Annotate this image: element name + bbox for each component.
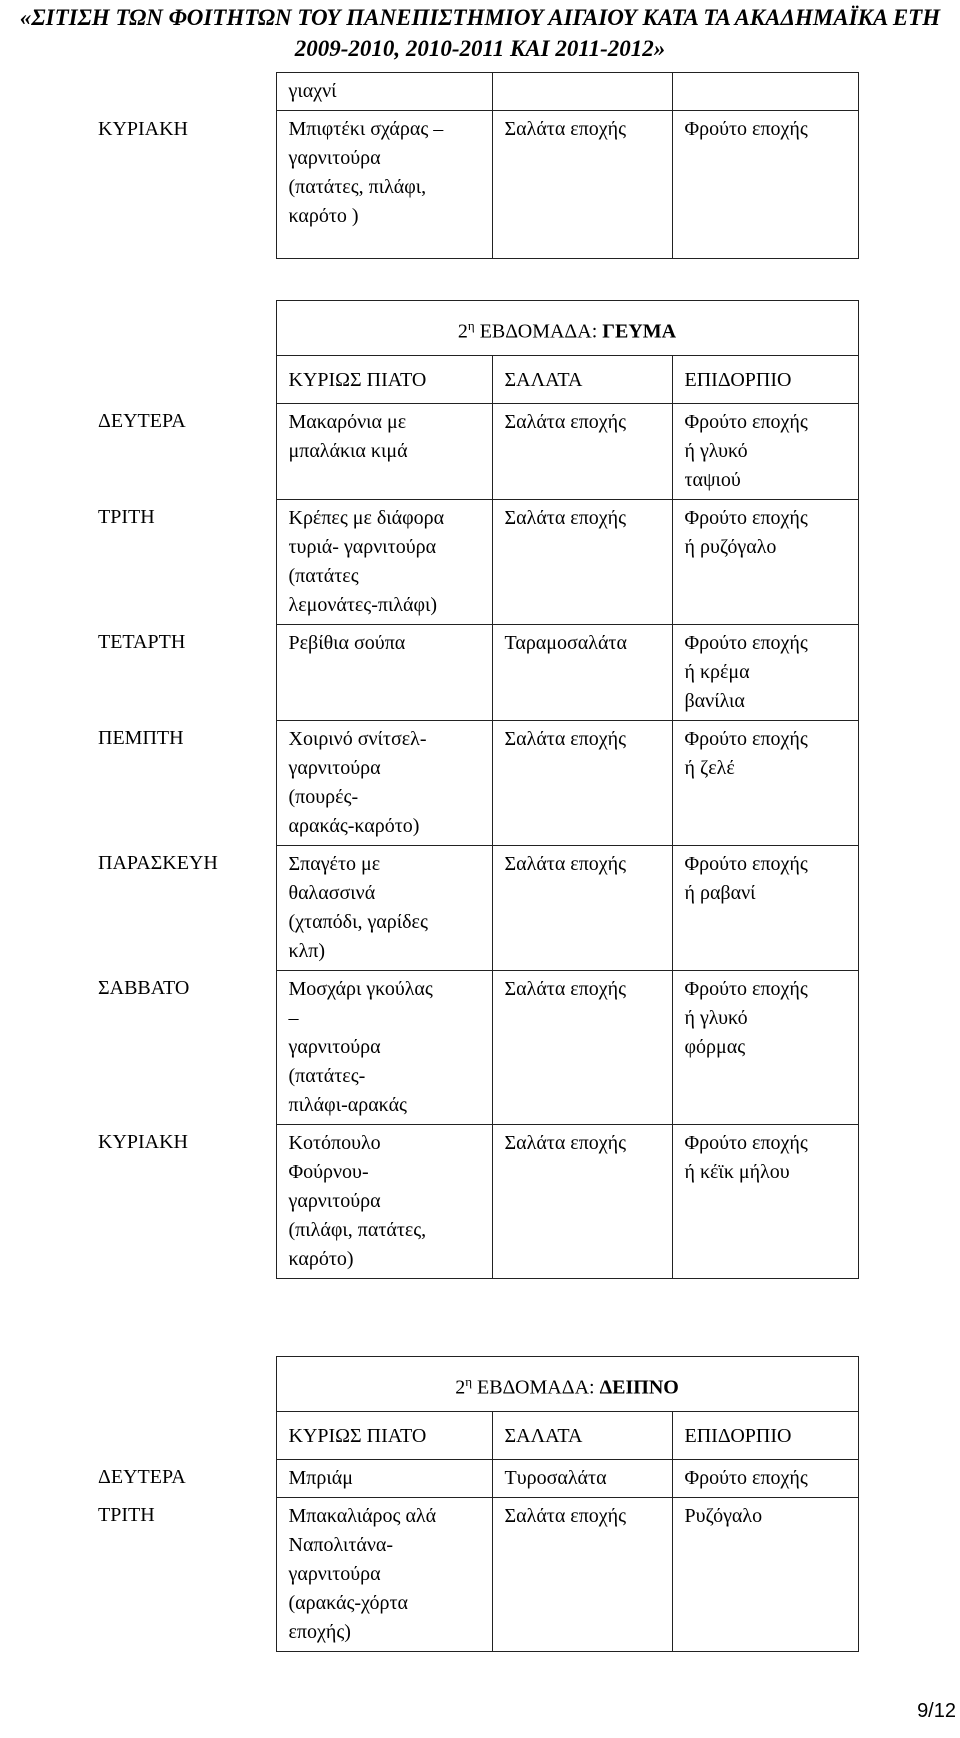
dessert-line: Φρούτο εποχής bbox=[684, 977, 808, 1000]
day-cell: ΣΑΒΒΑΤΟ bbox=[98, 977, 190, 1000]
dessert-line: βανίλια bbox=[684, 689, 745, 712]
main-dish-line: (χταπόδι, γαρίδες bbox=[288, 910, 428, 933]
dessert-line: Φρούτο εποχής bbox=[684, 1131, 808, 1154]
dessert-line: ή κέϊκ μήλου bbox=[684, 1160, 790, 1183]
salad-cell: Σαλάτα εποχής bbox=[492, 720, 672, 845]
dessert-cell bbox=[672, 1497, 858, 1651]
main-dish-line: κλπ) bbox=[288, 939, 326, 962]
salad-cell: Σαλάτα εποχής bbox=[492, 1124, 672, 1278]
main-dish-line: γαρνιτούρα bbox=[288, 147, 381, 169]
salad-cell: Σαλάτα εποχής bbox=[492, 1497, 672, 1651]
dessert-line: Φρούτο εποχής bbox=[684, 727, 808, 750]
main-dish-cell bbox=[276, 1124, 492, 1278]
salad-cell: Ταραμοσαλάτα bbox=[492, 624, 672, 720]
main-dish-line: (πατάτες- bbox=[288, 1064, 366, 1087]
column-header-dessert: ΕΠΙΔΟΡΠΙΟ bbox=[672, 1411, 858, 1459]
column-header-row bbox=[86, 355, 858, 403]
main-dish-line: (πιλάφι, πατάτες, bbox=[288, 1218, 427, 1241]
dessert-line: Ρυζόγαλο bbox=[684, 1504, 763, 1527]
main-dish-line: Κρέπες με διάφορα bbox=[288, 506, 445, 529]
dinner-menu-table bbox=[86, 1356, 859, 1652]
salad-cell: Σαλάτα εποχής bbox=[492, 111, 672, 259]
table-title-row bbox=[86, 301, 858, 356]
dessert-line: ή ρυζόγαλο bbox=[684, 535, 777, 558]
salad-cell: Τυροσαλάτα bbox=[492, 1459, 672, 1497]
main-dish-cell bbox=[276, 499, 492, 624]
day-cell: ΤΡΙΤΗ bbox=[98, 506, 155, 529]
table-title: $2^\eta$ ΕΒΔΟΜΑΔΑ: ΔΕΙΠΝΟ bbox=[276, 1357, 858, 1412]
main-dish-line: (πουρές- bbox=[288, 785, 359, 808]
main-dish-cell bbox=[276, 1497, 492, 1651]
table-row bbox=[86, 111, 858, 259]
main-dish-line: τυριά- γαρνιτούρα bbox=[288, 535, 437, 558]
main-dish-line: Μακαρόνια με bbox=[288, 410, 407, 433]
main-dish-line: γαρνιτούρα bbox=[288, 1189, 381, 1212]
main-dish-line: (αρακάς-χόρτα bbox=[288, 1591, 408, 1614]
main-dish-line: Μπιφτέκι σχάρας – bbox=[288, 118, 444, 140]
column-header-dessert: ΕΠΙΔΟΡΠΙΟ bbox=[672, 355, 858, 403]
day-cell: ΔΕΥΤΕΡΑ bbox=[98, 1466, 186, 1489]
main-dish-line: γιαχνί bbox=[288, 80, 337, 102]
main-dish-line: θαλασσινά bbox=[288, 881, 376, 904]
dessert-cell bbox=[672, 845, 858, 970]
column-header-salad: ΣΑΛΑΤΑ bbox=[492, 1411, 672, 1459]
dessert-line: ή ζελέ bbox=[684, 756, 735, 779]
day-cell: ΚΥΡΙΑΚΗ bbox=[98, 117, 188, 140]
main-dish-cell bbox=[276, 624, 492, 720]
main-dish-cell bbox=[276, 403, 492, 499]
main-dish-line: πιλάφι-αρακάς bbox=[288, 1093, 407, 1116]
document-header bbox=[0, 2, 960, 64]
day-cell: ΤΕΤΑΡΤΗ bbox=[98, 631, 186, 654]
column-header-main: ΚΥΡΙΩΣ ΠΙΑΤΟ bbox=[276, 1411, 492, 1459]
table-row bbox=[86, 1459, 858, 1497]
main-dish-line: μπαλάκια κιμά bbox=[288, 439, 408, 462]
main-dish-line: γαρνιτούρα bbox=[288, 756, 381, 779]
dessert-cell bbox=[672, 1459, 858, 1497]
salad-cell bbox=[492, 73, 672, 111]
dessert-line: ή γλυκό bbox=[684, 1006, 748, 1029]
main-dish-line: καρότο) bbox=[288, 1247, 354, 1270]
table-row bbox=[86, 403, 858, 499]
main-dish-line: (πατάτες, πιλάφι, bbox=[288, 176, 427, 198]
dessert-cell bbox=[672, 720, 858, 845]
main-dish-line: Φούρνου- bbox=[288, 1160, 369, 1183]
day-cell: ΤΡΙΤΗ bbox=[98, 1504, 155, 1527]
day-cell: ΔΕΥΤΕΡΑ bbox=[98, 410, 186, 433]
dessert-cell bbox=[672, 624, 858, 720]
main-dish-line: γαρνιτούρα bbox=[288, 1035, 381, 1058]
main-dish-line: Σπαγέτο με bbox=[288, 852, 381, 875]
salad-cell: Σαλάτα εποχής bbox=[492, 845, 672, 970]
salad-cell: Σαλάτα εποχής bbox=[492, 499, 672, 624]
salad-cell: Σαλάτα εποχής bbox=[492, 970, 672, 1124]
main-dish-line: (πατάτες bbox=[288, 564, 359, 587]
dessert-line: Φρούτο εποχής bbox=[684, 410, 808, 433]
dessert-cell bbox=[672, 1124, 858, 1278]
header-line-2: 2009-2010, 2010-2011 ΚΑΙ 2011-2012» bbox=[294, 36, 666, 61]
main-dish-line: λεμονάτες-πιλάφι) bbox=[288, 593, 438, 616]
column-header-salad: ΣΑΛΑΤΑ bbox=[492, 355, 672, 403]
table-title-row bbox=[86, 1357, 858, 1412]
dessert-cell bbox=[672, 499, 858, 624]
menu-table-continued bbox=[86, 72, 859, 259]
lunch-menu-table bbox=[86, 300, 859, 1279]
main-dish-cell bbox=[276, 73, 492, 111]
main-dish-line: Μπακαλιάρος αλά bbox=[288, 1504, 437, 1527]
table-row bbox=[86, 970, 858, 1124]
dessert-line: φόρμας bbox=[684, 1035, 746, 1058]
dessert-cell: Φρούτο εποχής bbox=[672, 111, 858, 259]
main-dish-line: Ρεβίθια σούπα bbox=[288, 631, 406, 654]
main-dish-line: Χοιρινό σνίτσελ- bbox=[288, 727, 427, 750]
table-row bbox=[86, 624, 858, 720]
table-row bbox=[86, 1124, 858, 1278]
table-row bbox=[86, 845, 858, 970]
main-dish-line: – bbox=[288, 1006, 299, 1029]
dessert-cell bbox=[672, 73, 858, 111]
dessert-line: Φρούτο εποχής bbox=[684, 852, 808, 875]
dessert-line: Φρούτο εποχής bbox=[684, 1466, 808, 1489]
main-dish-cell bbox=[276, 1459, 492, 1497]
dessert-line: Φρούτο εποχής bbox=[684, 631, 808, 654]
dessert-line: ή ραβανί bbox=[684, 881, 756, 904]
dessert-line: Φρούτο εποχής bbox=[684, 506, 808, 529]
main-dish-line: Κοτόπουλο bbox=[288, 1131, 381, 1154]
table-row bbox=[86, 499, 858, 624]
header-line-1: «ΣΙΤΙΣΗ ΤΩΝ ΦΟΙΤΗΤΩΝ ΤΟΥ ΠΑΝΕΠΙΣΤΗΜΙΟΥ ΑΙΓΑΙΟΥ ΚΑΤΑ ΤΑ ΑΚΑΔΗΜΑΪΚΑ ΕΤΗ bbox=[19, 5, 941, 30]
main-dish-cell bbox=[276, 720, 492, 845]
dessert-line: ταψιού bbox=[684, 468, 741, 491]
day-cell: ΚΥΡΙΑΚΗ bbox=[98, 1131, 188, 1154]
main-dish-line: Μοσχάρι γκούλας bbox=[288, 977, 433, 1000]
table-row bbox=[86, 73, 858, 111]
dessert-line: ή γλυκό bbox=[684, 439, 748, 462]
main-dish-line: γαρνιτούρα bbox=[288, 1562, 381, 1585]
main-dish-line: εποχής) bbox=[288, 1620, 351, 1643]
day-cell bbox=[86, 73, 276, 111]
main-dish-cell bbox=[276, 845, 492, 970]
table-row bbox=[86, 1497, 858, 1651]
dessert-cell bbox=[672, 403, 858, 499]
main-dish-line: καρότο ) bbox=[288, 205, 359, 227]
dessert-cell bbox=[672, 970, 858, 1124]
salad-cell: Σαλάτα εποχής bbox=[492, 403, 672, 499]
main-dish-cell bbox=[276, 970, 492, 1124]
main-dish-line: Ναπολιτάνα- bbox=[288, 1533, 394, 1556]
page-number: 9/12 bbox=[917, 1700, 956, 1722]
dessert-line: ή κρέμα bbox=[684, 660, 750, 683]
main-dish-cell bbox=[276, 111, 492, 259]
table-row bbox=[86, 720, 858, 845]
day-cell: ΠΕΜΠΤΗ bbox=[98, 727, 184, 750]
main-dish-line: αρακάς-καρότο) bbox=[288, 814, 420, 837]
main-dish-line: Μπριάμ bbox=[288, 1466, 353, 1489]
column-header-main: ΚΥΡΙΩΣ ΠΙΑΤΟ bbox=[276, 355, 492, 403]
day-cell: ΠΑΡΑΣΚΕΥΗ bbox=[98, 852, 218, 875]
table-title: $2^\eta$ ΕΒΔΟΜΑΔΑ: ΓΕΥΜΑ bbox=[276, 301, 858, 356]
column-header-row bbox=[86, 1411, 858, 1459]
